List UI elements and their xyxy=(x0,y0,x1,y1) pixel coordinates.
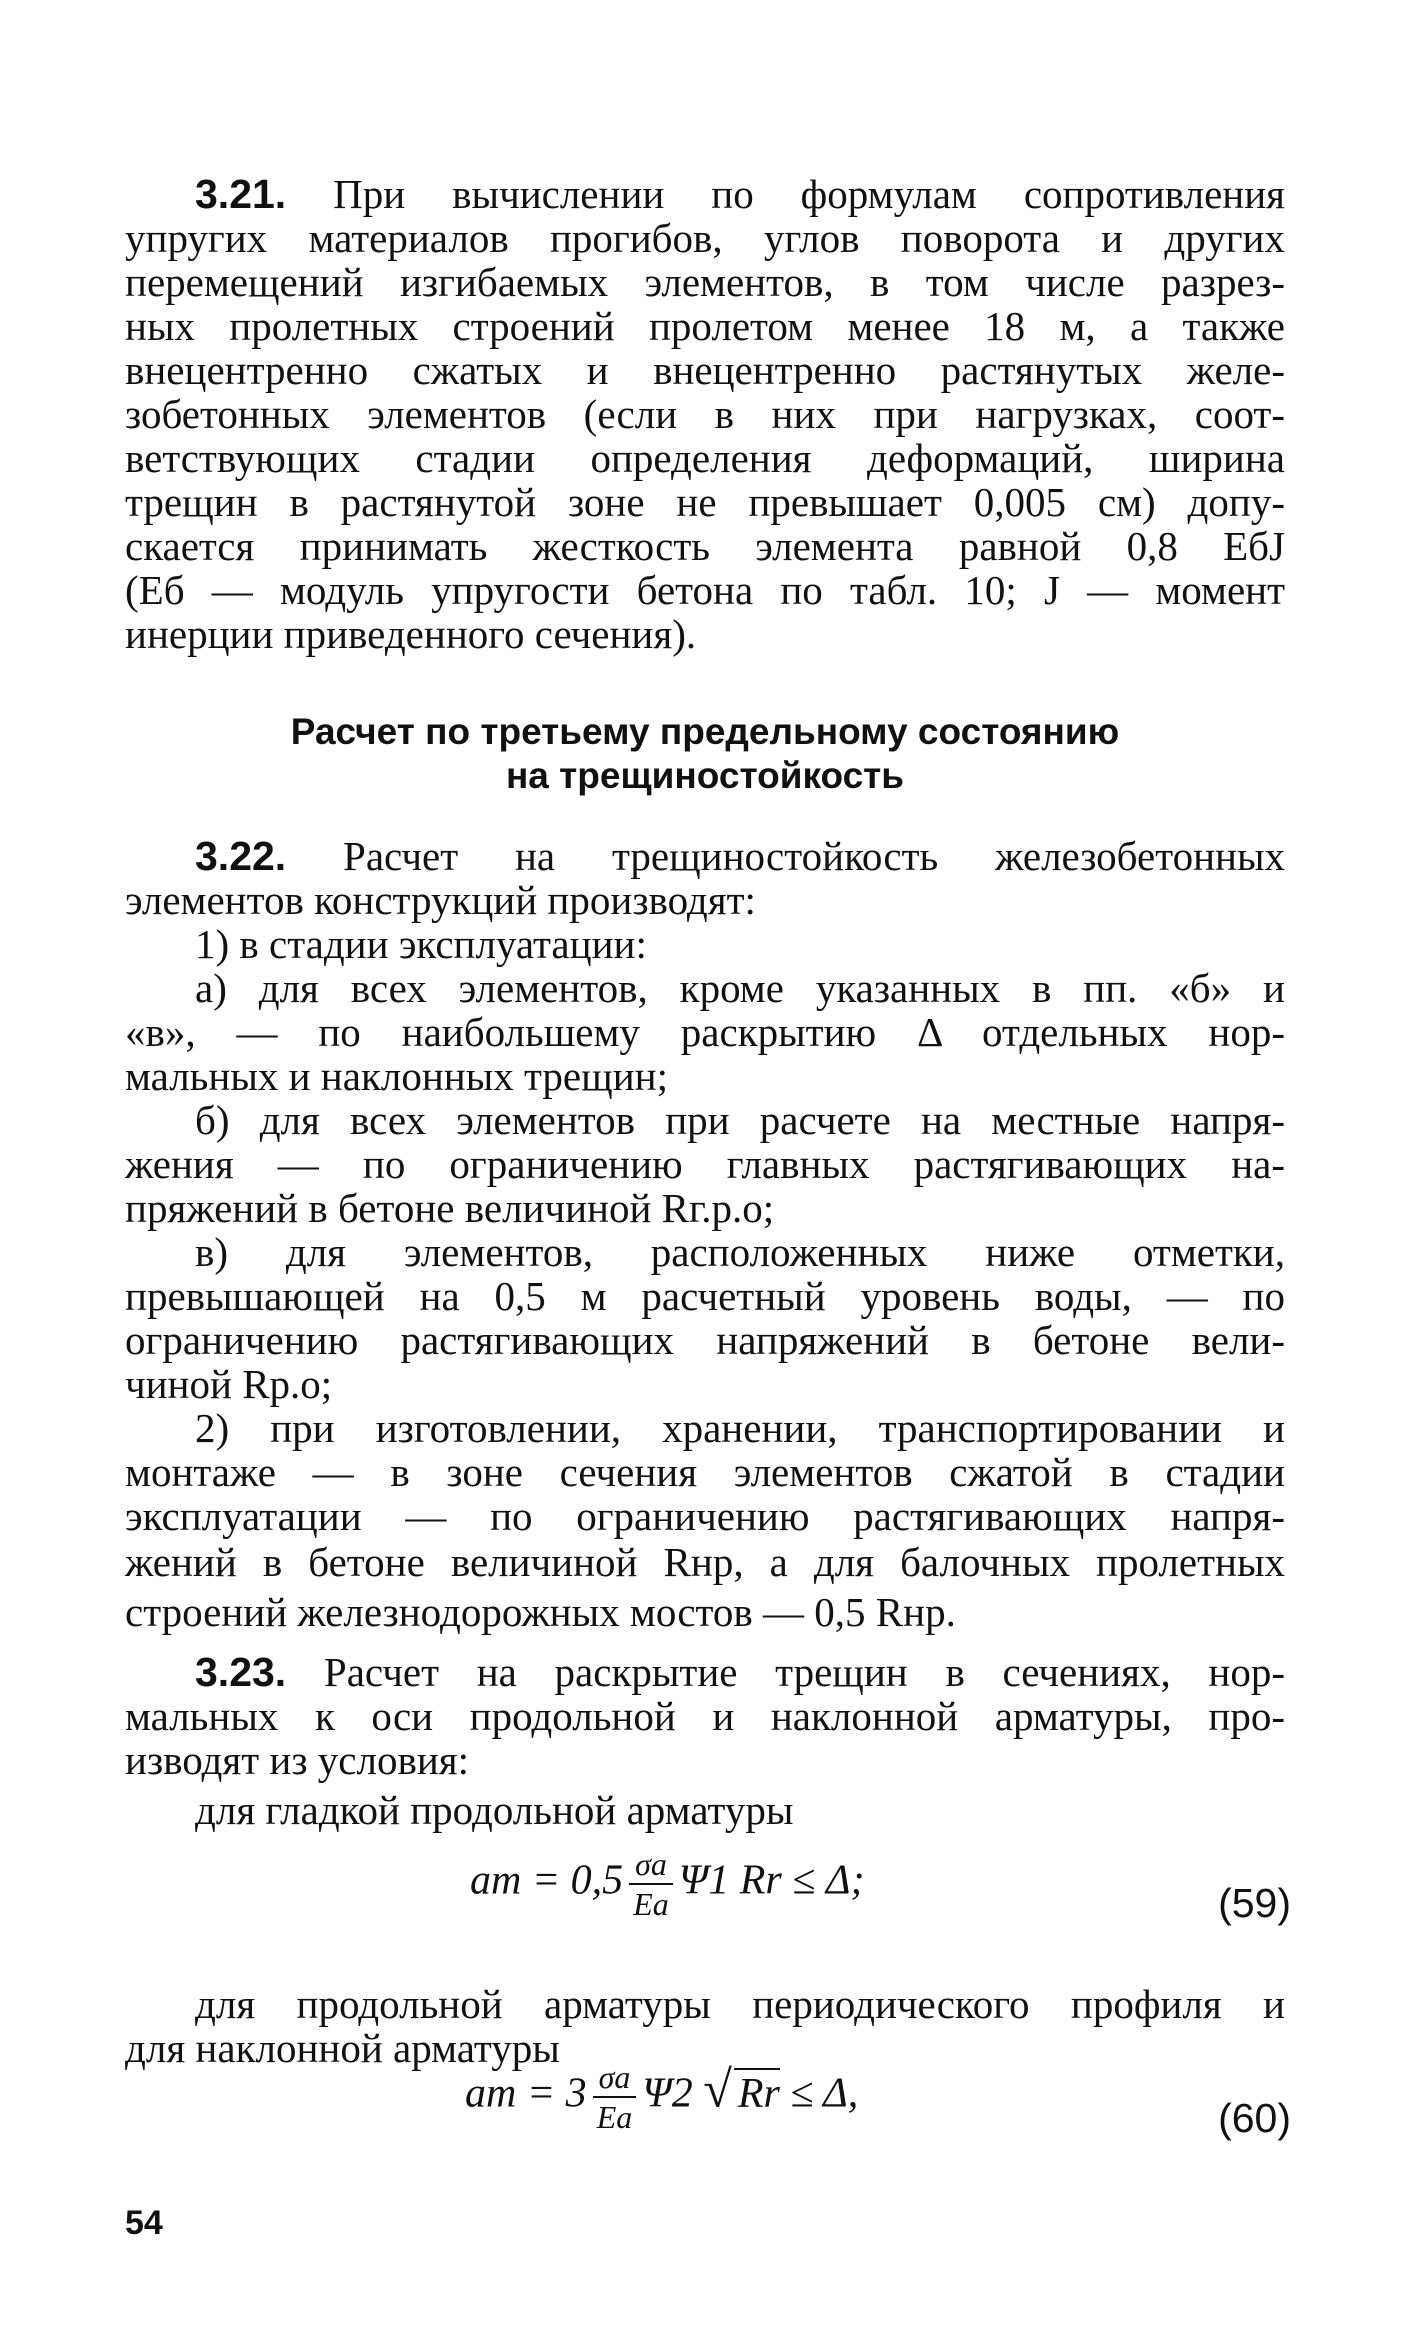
p321-line-10: (Eб — модуль упругости бетона по табл. 10; J — момент xyxy=(125,567,1285,613)
p323-line-2: мальных к оси продольной и наклонной арматуры, про- xyxy=(125,1693,1285,1739)
p322-line-3: 1) в стадии эксплуатации: xyxy=(195,921,647,967)
formula-60-rhs: ≤ Δ, xyxy=(790,2070,859,2117)
p322-line-11: превышающей на 0,5 м расчетный уровень воды, — по xyxy=(125,1273,1285,1319)
p321-line-5: внецентренно сжатых и внецентренно растянутых желе- xyxy=(125,347,1285,393)
p322-line-9: пряжений в бетоне величиной Rг.р.о; xyxy=(125,1185,775,1231)
formula-59-denominator: Eа xyxy=(633,1886,669,1922)
formula-59-numerator: σа xyxy=(629,1845,673,1885)
page-number: 54 xyxy=(125,2204,163,2242)
p322-line-14: 2) при изготовлении, хранении, транспортировании и xyxy=(195,1405,1285,1451)
formula-60 xyxy=(465,2058,858,2178)
p322-line-6: мальных и наклонных трещин; xyxy=(125,1053,668,1099)
p323-number: 3.23. xyxy=(195,1649,287,1695)
p321-number: 3.21. xyxy=(195,171,287,217)
p322-line-15: монтаже — в зоне сечения элементов сжатой в стадии xyxy=(125,1449,1285,1495)
p321-line-7: ветствующих стадии определения деформаций, ширина xyxy=(125,435,1285,481)
p321-line-8: трещин в растянутой зоне не превышает 0,005 см) допу- xyxy=(125,479,1285,525)
p322-line-8: жения — по ограничению главных растягивающих на- xyxy=(125,1141,1285,1187)
p321-line-3: перемещений изгибаемых элементов, в том числе разрез- xyxy=(125,259,1285,305)
p321-line-4: ных пролетных строений пролетом менее 18 м, а также xyxy=(125,303,1285,349)
p322-line-12: ограничению растягивающих напряжений в бетоне вели- xyxy=(125,1317,1285,1363)
formula-60-fraction xyxy=(593,2058,637,2136)
p323-line-1: 3.23. Расчет на раскрытие трещин в сечениях, нор- xyxy=(195,1649,1285,1695)
p322-line-17: жений в бетоне величиной Rнр, а для балочных пролетных xyxy=(125,1539,1285,1585)
p321-line-9: скается принимать жесткость элемента равной 0,8 EбJ xyxy=(125,523,1285,569)
p322-line-4: а) для всех элементов, кроме указанных в пп. «б» и xyxy=(195,965,1285,1011)
formula-59-rhs: Ψ1 Rr ≤ Δ; xyxy=(678,1857,865,1904)
p322-line-1: 3.22. Расчет на трещиностойкость железобетонных xyxy=(195,833,1286,879)
formula-60-denominator: Eа xyxy=(596,2099,633,2135)
p322-line-7: б) для всех элементов при расчете на местные напря- xyxy=(195,1097,1285,1143)
p322-line-16: эксплуатации — по ограничению растягивающих напря- xyxy=(125,1493,1285,1539)
p321-line-6: зобетонных элементов (если в них при нагрузках, соот- xyxy=(125,391,1285,437)
between-line-2: для наклонной арматуры xyxy=(125,2025,560,2071)
p321-line-2: упругих материалов прогибов, углов поворота и других xyxy=(125,215,1285,261)
p323-line-4: для гладкой продольной арматуры xyxy=(195,1787,794,1833)
formula-60-psi: Ψ2 xyxy=(642,2070,693,2117)
p321-line-1: 3.21. При вычислении по формулам сопротивления xyxy=(195,171,1286,217)
p322-number: 3.22. xyxy=(195,833,287,879)
section-heading-line-1: Расчет по третьему предельному состоянию xyxy=(290,711,1120,752)
p321-line-11: инерции приведенного сечения). xyxy=(125,611,697,657)
p322-line-13: чиной Rр.о; xyxy=(125,1361,333,1407)
p323-line-3: изводят из условия: xyxy=(125,1737,470,1783)
p322-line-18: строений железнодорожных мостов — 0,5 Rнр. xyxy=(125,1589,956,1635)
formula-59-fraction xyxy=(629,1845,673,1923)
formula-60-numerator: σа xyxy=(593,2058,637,2098)
equation-number-59: (59) xyxy=(1218,1880,1291,1926)
equation-number-60: (60) xyxy=(1218,2095,1291,2141)
formula-59-lhs: aт = 0,5 xyxy=(470,1857,624,1904)
between-line-1: для продольной арматуры периодического профиля и xyxy=(195,1981,1285,2027)
formula-59 xyxy=(470,1845,864,1965)
p322-line-2: элементов конструкций производят: xyxy=(125,877,756,923)
sqrt-sign-icon: √ xyxy=(703,2061,732,2119)
p322-line-5: «в», — по наибольшему раскрытию Δ отдельных нор- xyxy=(125,1009,1285,1055)
formula-60-radicand: Rr xyxy=(734,2068,780,2118)
p322-line-10: в) для элементов, расположенных ниже отметки, xyxy=(195,1229,1285,1275)
formula-60-lhs: aт = 3 xyxy=(465,2070,587,2117)
section-heading-line-2: на трещиностойкость xyxy=(505,755,905,796)
